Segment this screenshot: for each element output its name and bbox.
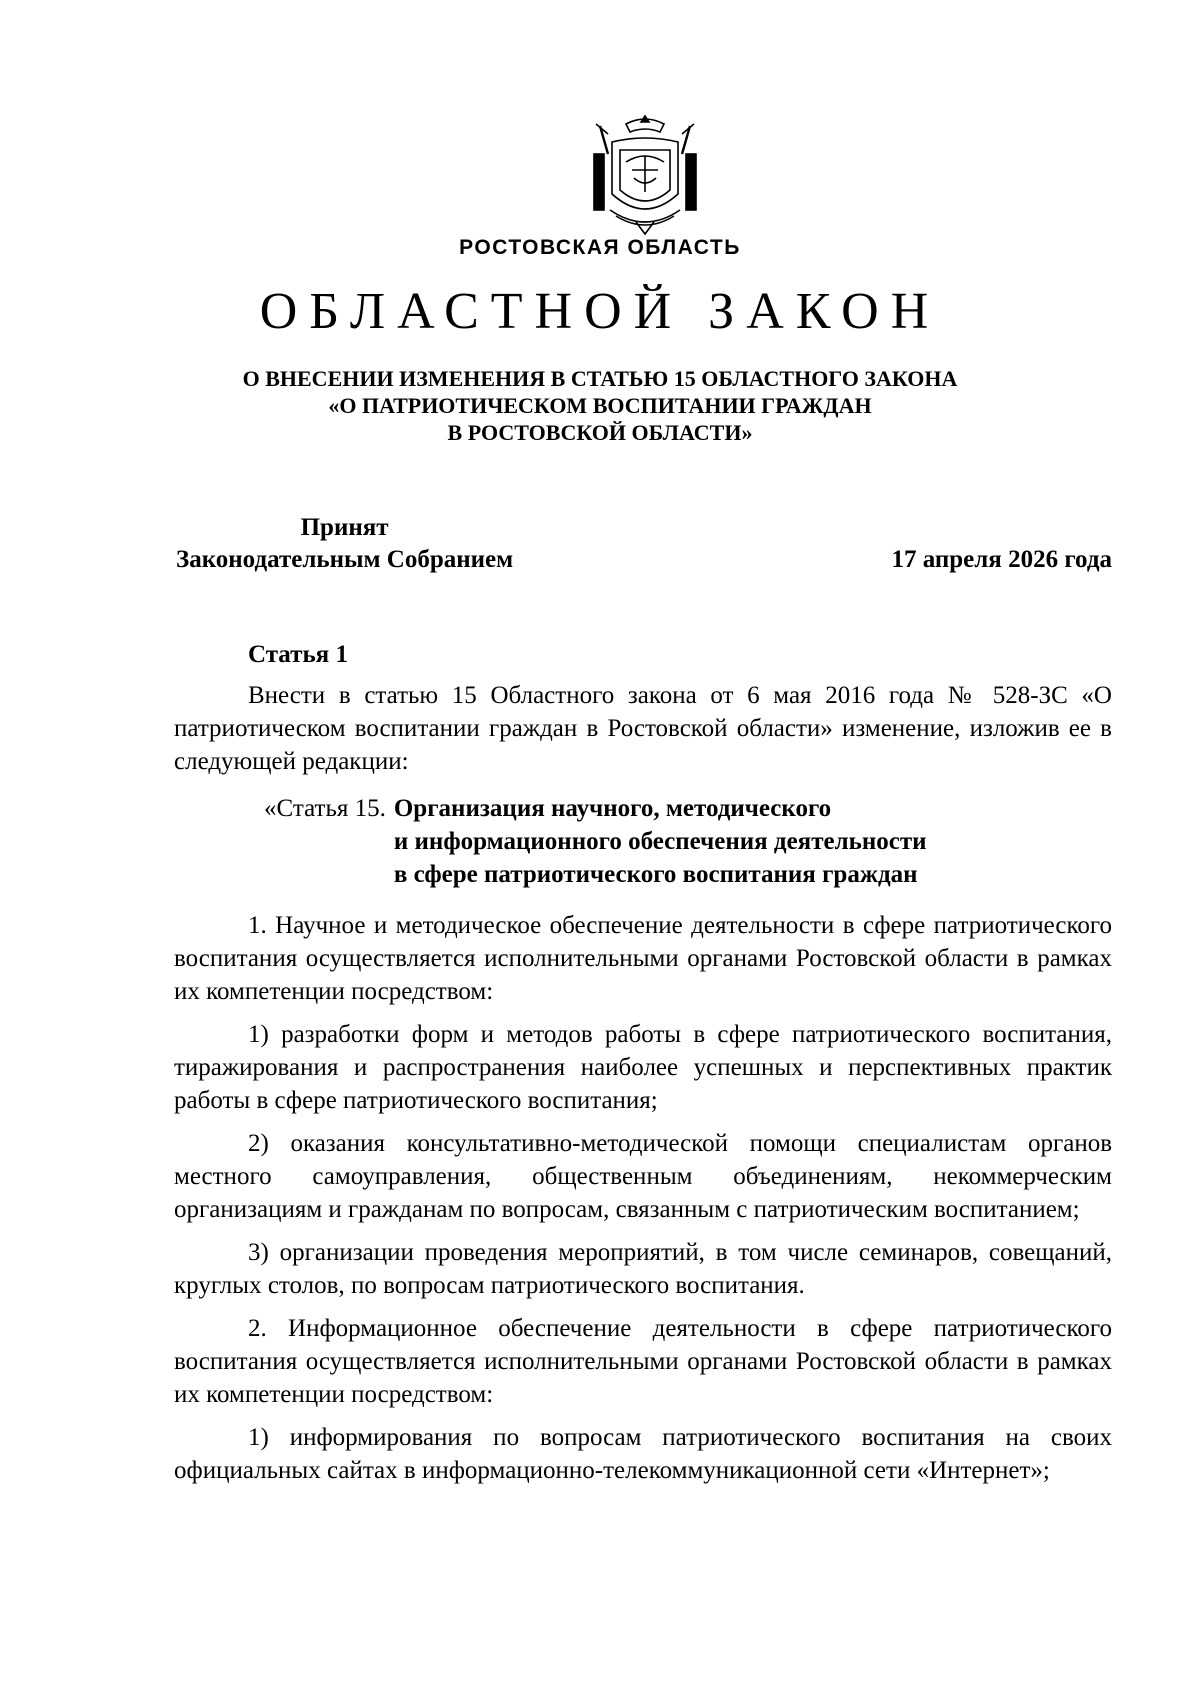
quoted-article-title — [394, 792, 927, 891]
adoption-authority — [176, 512, 513, 576]
article-heading: Статья 1 — [248, 641, 348, 668]
quoted-article-heading — [264, 792, 1112, 891]
paragraph: 3) организации проведения мероприятий, в том числе семинаров, совещаний, круглых столов, по вопросам патриотического воспитания. — [174, 1239, 1112, 1299]
law-title-line: В РОСТОВСКОЙ ОБЛАСТИ» — [447, 420, 753, 445]
law-title-line: «О ПАТРИОТИЧЕСКОМ ВОСПИТАНИИ ГРАЖДАН — [328, 393, 872, 418]
paragraph: 2) оказания консультативно-методической помощи специалистам органов местного самоуправления, общественным объединениям, некоммерческим организациям и гражданам по вопросам, связанным с патриотическим воспитанием; — [174, 1130, 1112, 1223]
law-title-line: О ВНЕСЕНИИ ИЗМЕНЕНИЯ В СТАТЬЮ 15 ОБЛАСТНОГО ЗАКОНА — [242, 366, 958, 391]
adoption-line: Принят — [300, 514, 389, 541]
paragraph: 1. Научное и методическое обеспечение деятельности в сфере патриотического воспитания осуществляется исполнительными органами Ростовской области в рамках их компетенции посредством: — [174, 912, 1112, 1005]
law-title — [150, 365, 1050, 446]
paragraph: 1) информирования по вопросам патриотического воспитания на своих официальных сайтах в информационно-телекоммуникационной сети «Интернет»; — [174, 1424, 1112, 1484]
article-body — [174, 638, 1112, 1497]
quoted-article-label: «Статья 15. — [264, 795, 386, 822]
adoption-line: Законодательным Собранием — [176, 546, 514, 573]
quoted-title-line: Организация научного, методического — [393, 795, 832, 822]
law-type-heading: ОБЛАСТНОЙ ЗАКОН — [259, 283, 941, 340]
paragraph: 2. Информационное обеспечение деятельности в сфере патриотического воспитания осуществляется исполнительными органами Ростовской области в рамках их компетенции посредством: — [174, 1315, 1112, 1408]
region-name: РОСТОВСКАЯ ОБЛАСТЬ — [459, 236, 741, 259]
article-intro: Внести в статью 15 Областного закона от 6 мая 2016 года № 528-ЗС «О патриотическом воспитании граждан в Ростовской области» изменение, изложив ее в следующей редакции: — [174, 682, 1112, 775]
coat-of-arms-icon — [586, 112, 704, 238]
paragraph: 1) разработки форм и методов работы в сфере патриотического воспитания, тиражирования и распространения наиболее успешных и перспективных практик работы в сфере патриотического воспитания; — [174, 1021, 1112, 1114]
quoted-title-line: и информационного обеспечения деятельности — [393, 828, 927, 855]
adoption-date: 17 апреля 2026 года — [891, 546, 1112, 573]
quoted-title-line: в сфере патриотического воспитания граждан — [393, 861, 918, 888]
